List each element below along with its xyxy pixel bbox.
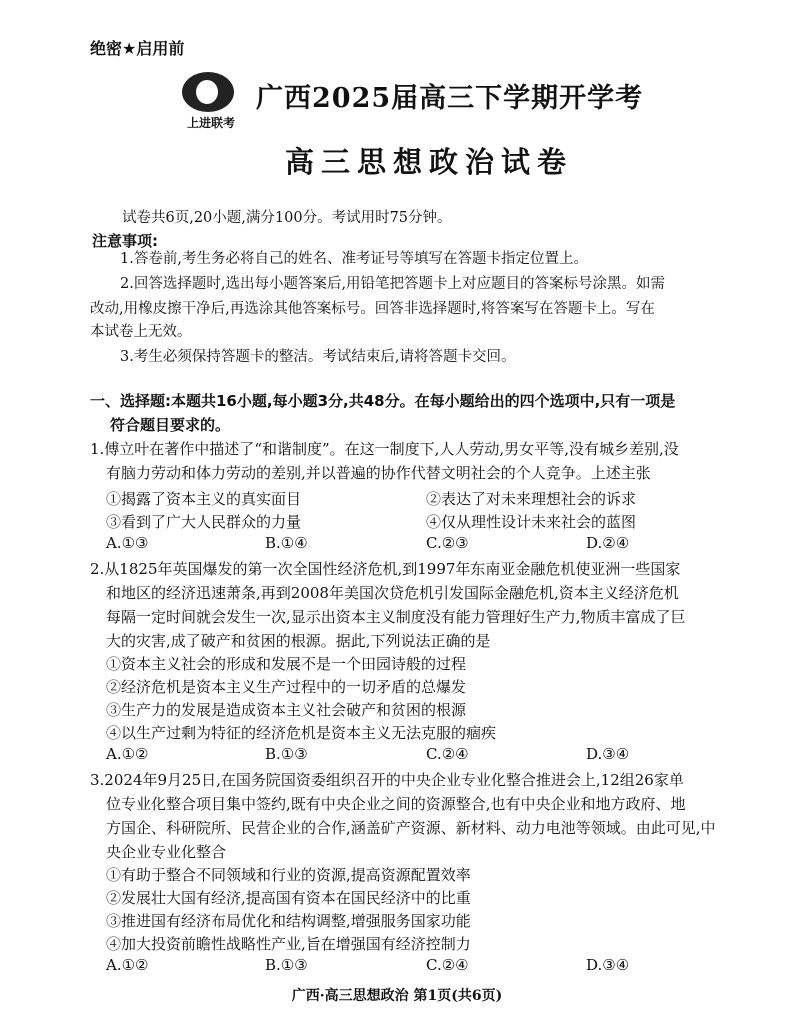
logo-emblem-icon: [182, 72, 234, 112]
q3-choice-a: A.①②: [106, 956, 149, 974]
q2-choice-d: D.③④: [586, 745, 630, 763]
q1-statement: ③看到了广大人民群众的力量: [106, 513, 302, 531]
q1-statement: ①揭露了资本主义的真实面目: [106, 490, 302, 508]
q3-choice-c: C.②④: [426, 956, 469, 974]
question-3-line: 位专业化整合项目集中签约,既有中央企业之间的资源整合,也有中央企业和地方政府、地: [106, 795, 686, 813]
note-line: 1.答卷前,考生务必将自己的姓名、准考证号等填写在答题卡指定位置上。: [120, 251, 588, 267]
q3-statement: ④加大投资前瞻性战略性产业,旨在增强国有经济控制力: [106, 935, 471, 953]
q2-statement: ④以生产过剩为特征的经济危机是资本主义无法克服的痼疾: [106, 724, 497, 742]
q1-statement: ④仅从理性设计未来社会的蓝图: [426, 513, 637, 531]
q1-choice-d: D.②④: [586, 534, 630, 552]
question-2-line: 每隔一定时间就会发生一次,显示出资本主义制度没有能力管理好生产力,物质丰富成了巨: [106, 608, 686, 626]
q2-choice-c: C.②④: [426, 745, 469, 763]
note-line: 本试卷上无效。: [90, 324, 192, 340]
q3-choice-b: B.①③: [265, 956, 308, 974]
notes-heading: 注意事项:: [92, 232, 158, 250]
q1-choice-a: A.①③: [106, 534, 149, 552]
page-footer: 广西·高三思想政治 第1页(共6页): [291, 988, 503, 1004]
q3-choice-d: D.③④: [586, 956, 630, 974]
note-line: 改动,用橡皮擦干净后,再选涂其他答案标号。回答非选择题时,将答案写在答题卡上。写在: [90, 301, 655, 317]
q2-statement: ②经济危机是资本主义生产过程中的一切矛盾的总爆发: [106, 678, 467, 696]
q2-choice-b: B.①③: [265, 745, 308, 763]
q3-statement: ②发展壮大国有经济,提高国有资本在国民经济中的比重: [106, 889, 471, 907]
question-2-line: 大的灾害,成了破产和贫困的根源。据此,下列说法正确的是: [106, 632, 491, 650]
question-3-line: 央企业专业化整合: [106, 843, 227, 861]
q1-choice-b: B.①④: [265, 534, 308, 552]
question-2-line: 2.从1825年英国爆发的第一次全国性经济危机,到1997年东南亚金融危机使亚洲一些国家: [90, 560, 681, 578]
q2-statement: ③生产力的发展是造成资本主义社会破产和贫困的根源: [106, 701, 467, 719]
question-3-line: 方国企、科研院所、民营企业的合作,涵盖矿产资源、新材料、动力电池等领域。由此可见,中: [106, 819, 716, 837]
note-line: 3.考生必须保持答题卡的整洁。考试结束后,请将答题卡交回。: [120, 349, 516, 365]
q3-statement: ③推进国有经济布局优化和结构调整,增强服务国家功能: [106, 912, 471, 930]
q2-statement: ①资本主义社会的形成和发展不是一个田园诗般的过程: [106, 655, 467, 673]
question-3-line: 3.2024年9月25日,在国务院国资委组织召开的中央企业专业化整合推进会上,12组26家单: [90, 771, 684, 789]
q1-choice-c: C.②③: [426, 534, 469, 552]
subject-title: 高三思想政治试卷: [285, 145, 574, 179]
note-line: 2.回答选择题时,选出每小题答案后,用铅笔把答题卡上对应题目的答案标号涂黑。如需: [120, 276, 666, 292]
section-heading: 一、选择题:本题共16小题,每小题3分,共48分。在每小题给出的四个选项中,只有一项是: [90, 392, 676, 410]
exam-logo: [178, 66, 244, 134]
exam-info: 试卷共6页,20小题,满分100分。考试用时75分钟。: [122, 210, 452, 226]
confidential-mark: 绝密★启用前: [90, 39, 185, 58]
q2-choice-a: A.①②: [106, 745, 149, 763]
question-2-line: 和地区的经济迅速萧条,再到2008年美国次贷危机引发国际金融危机,资本主义经济危机: [106, 584, 679, 602]
question-1-line: 有脑力劳动和体力劳动的差别,并以普遍的协作代替文明社会的个人竞争。上述主张: [106, 464, 651, 482]
q3-statement: ①有助于整合不同领域和行业的资源,提高资源配置效率: [106, 866, 471, 884]
logo-text: 上进联考: [186, 116, 235, 130]
section-heading-cont: 符合题目要求的。: [110, 416, 231, 434]
exam-title: 广西2025届高三下学期开学考: [256, 83, 644, 114]
q1-statement: ②表达了对未来理想社会的诉求: [426, 490, 637, 508]
question-1-line: 1.傅立叶在著作中描述了“和谐制度”。在这一制度下,人人劳动,男女平等,没有城乡差别,没: [90, 440, 679, 458]
